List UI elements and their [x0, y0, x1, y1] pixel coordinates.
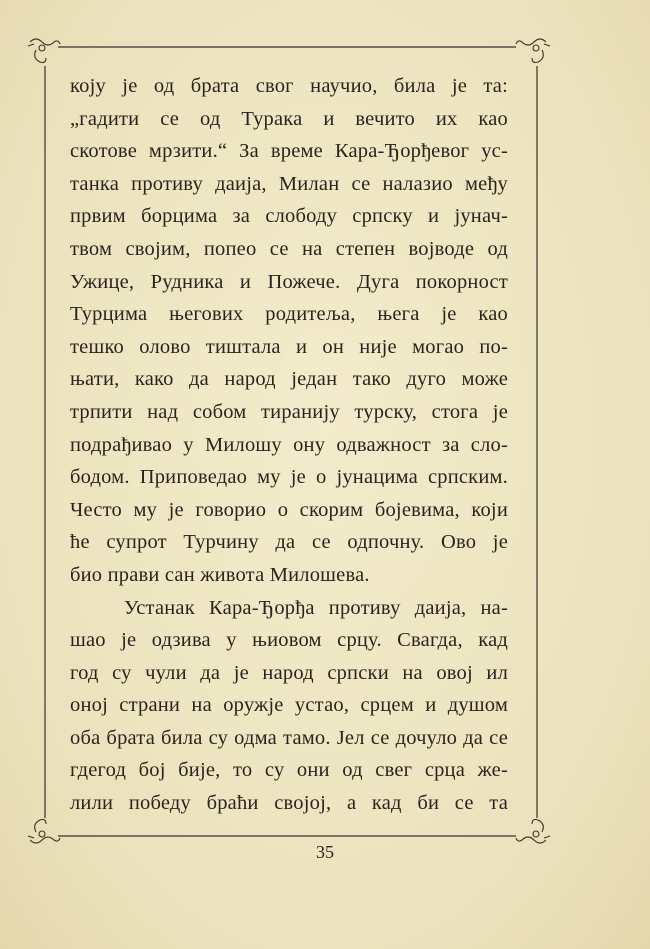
text-line: подрађивао у Милошу ону одважност за сло-: [70, 433, 508, 456]
text-line: Често му је говорио о скорим бојевима, који: [70, 498, 508, 521]
text-line: бодом. Приповедао му је о јунацима српским.: [70, 466, 508, 489]
text-line: Турцима његових родитеља, њега је као: [70, 303, 508, 326]
text-line: гдегод бој бије, то су они од свег срца же-: [70, 759, 508, 782]
paragraph: [70, 70, 508, 592]
paragraph: [70, 592, 508, 820]
corner-ornament-bottom-right-icon: [516, 820, 550, 844]
corner-ornament-bottom-left-icon: [28, 820, 60, 844]
text-line: тешко олово тиштала и он није могао по-: [70, 335, 508, 358]
page-number: 35: [316, 842, 334, 862]
text-line: Ужице, Рудника и Пожече. Дуга покорност: [70, 270, 508, 293]
page-body-text: [70, 70, 508, 820]
text-line: био прави сан живота Милошева.: [70, 563, 370, 586]
text-line: оној страни на оружје устао, срцем и душом: [70, 694, 508, 717]
text-line: Устанак Кара-Ђорђа противу даија, на-: [124, 596, 508, 619]
corner-ornament-top-left-icon: [28, 39, 60, 63]
text-line: оба брата била су одма тамо. Јел се дочуло да се: [70, 726, 508, 749]
text-line: њати, како да народ један тако дуго може: [70, 368, 508, 391]
corner-ornament-top-right-icon: [516, 39, 550, 63]
text-line: танка противу даија, Милан се налазио међу: [70, 172, 508, 195]
text-line: „гадити се од Турака и вечито их као: [70, 107, 508, 130]
text-line: лили победу браћи својој, а кад би се та: [70, 792, 508, 815]
text-line: скотове мрзити.“ За време Кара-Ђорђевог ус-: [70, 140, 508, 163]
text-line: трпити над собом тиранију турску, стога је: [70, 400, 508, 423]
text-line: год су чули да је народ српски на овој ил: [70, 661, 508, 684]
text-line: ће супрот Турчину да се одпочну. Ово је: [70, 531, 508, 554]
text-line: коју је од брата свог научио, била је та:: [70, 75, 508, 97]
text-line: шао је одзива у њиовом срцу. Свагда, кад: [70, 629, 508, 652]
text-line: твом својим, попео се на степен војводе од: [70, 237, 508, 260]
text-line: првим борцима за слободу српску и јунач-: [70, 205, 508, 228]
